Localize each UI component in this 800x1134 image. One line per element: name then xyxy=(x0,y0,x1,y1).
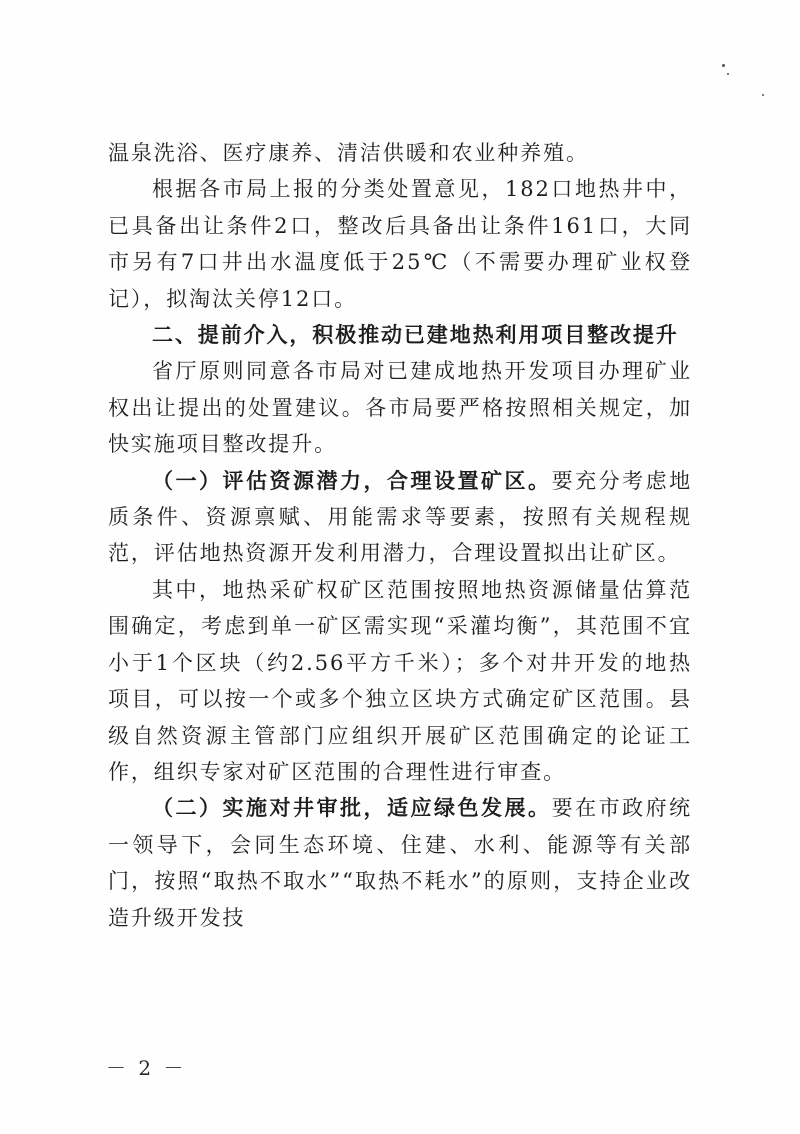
text-line: 停12口。 xyxy=(257,286,358,311)
text-line: 部门应组织开展矿区范围确定的论证工作，组织专家对矿区范 xyxy=(108,723,692,784)
text-line: 件、资源禀赋、用能需求等要素，按照有关规程规范，评估地 xyxy=(108,505,692,566)
text-line: 要在市政府统一领 xyxy=(108,796,692,857)
paragraph-1 xyxy=(108,135,692,171)
text-line: 口井出水温度低于25℃（不需要办理矿业权登记），拟淘汰关 xyxy=(108,250,692,311)
text-line: 导下，会同生态环境、住建、水利、能源等有关部门，按照“取 xyxy=(108,832,692,894)
text-line: 根据各市局上报的分类处置意见，182口地热井中，已具 xyxy=(108,177,692,238)
text-line: 备出让条件2口，整改后具备出让条件161口，大同市另有7 xyxy=(108,213,692,275)
text-line: 热不取水”“取热不耗水”的原则，支持企业改造升级开发技 xyxy=(108,869,693,930)
page-number: － 2 － xyxy=(106,1056,187,1080)
text-line: 出让提出的处置建议。各市局要严格按照相关规定，加快实施 xyxy=(108,395,692,457)
paragraph-5 xyxy=(108,572,692,790)
paragraph-6 xyxy=(108,790,692,936)
scan-speck xyxy=(722,64,725,67)
text-line: 要充分考虑地质条 xyxy=(108,468,692,530)
text-line: 按一个或多个独立区块方式确定矿区范围。县级自然资源主管 xyxy=(108,687,693,748)
text-line: 个区块（约2.56平方千米）；多个对井开发的地热项目，可以 xyxy=(108,650,693,712)
paragraph-3 xyxy=(108,353,692,462)
text-line: 定，考虑到单一矿区需实现“采灌均衡”，其范围不宜小于1 xyxy=(108,614,692,675)
text-line: 热资源开发利用潜力，合理设置拟出让矿区。 xyxy=(222,541,681,566)
scan-speck xyxy=(762,94,764,96)
paragraph-2 xyxy=(108,171,692,317)
text-line: 其中，地热采矿权矿区范围按照地热资源储量估算范围确 xyxy=(108,577,692,639)
scan-speck xyxy=(727,73,729,75)
text-line: 围的合理性进行审查。 xyxy=(337,759,566,784)
text-line: 温泉洗浴、医疗康养、清洁供暖和农业种养殖。 xyxy=(108,141,589,165)
paragraph-4 xyxy=(108,463,692,572)
subsection-title: （二）实施对井审批，适应绿色发展。 xyxy=(152,795,552,821)
document-body xyxy=(108,135,692,936)
section-heading: 二、提前介入，积极推动已建地热利用项目整改提升 xyxy=(152,323,679,348)
text-line: 项目整改提升。 xyxy=(176,432,338,457)
subsection-title: （一）评估资源潜力，合理设置矿区。 xyxy=(152,467,552,493)
text-line: 省厅原则同意各市局对已建成地热开发项目办理矿业权 xyxy=(108,359,692,420)
